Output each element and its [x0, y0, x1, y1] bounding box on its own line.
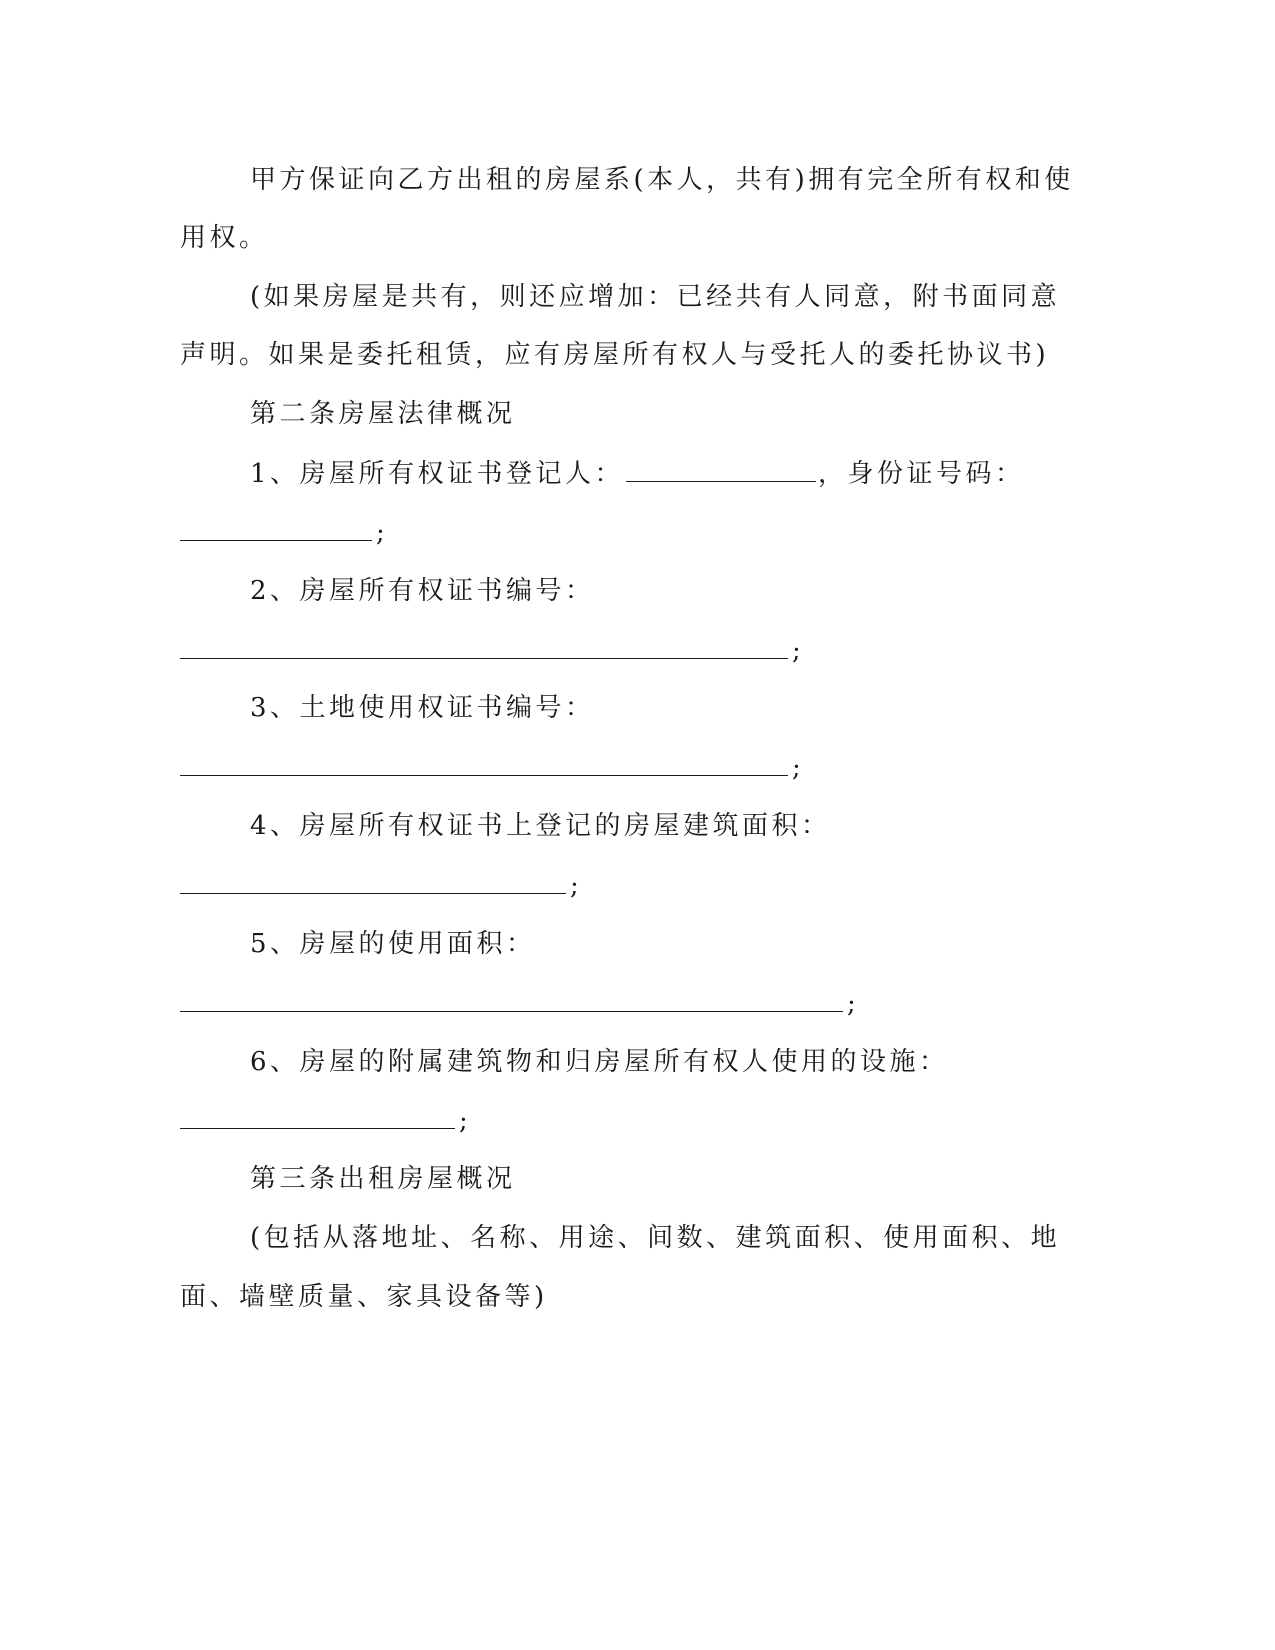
- item3-end: ;: [792, 753, 805, 783]
- item1-end: ;: [376, 518, 389, 548]
- building-area-blank[interactable]: [180, 869, 566, 894]
- item1-label: 1、房屋所有权证书登记人：: [250, 459, 625, 489]
- item2-label: 2、房屋所有权证书编号：: [250, 576, 595, 606]
- item1-middle: ，身份证号码：: [818, 459, 1025, 489]
- item1-line: [250, 457, 1025, 490]
- item3-line2: [180, 751, 804, 784]
- section2-heading: 第二条房屋法律概况: [250, 399, 516, 429]
- para1-line2: 用权。: [180, 223, 269, 253]
- item5-line2: [180, 987, 859, 1020]
- item6-end: ;: [459, 1106, 472, 1136]
- item5-end: ;: [847, 989, 860, 1019]
- item4-end: ;: [570, 871, 583, 901]
- item3-label: 3、土地使用权证书编号：: [250, 693, 595, 723]
- registrant-blank[interactable]: [626, 457, 816, 482]
- section3-note-line1: (包括从落地址、名称、用途、间数、建筑面积、使用面积、地: [250, 1223, 1061, 1253]
- item2-line2: [180, 634, 804, 667]
- item2-end: ;: [792, 636, 805, 666]
- item1-line2: [180, 516, 388, 549]
- item5-label: 5、房屋的使用面积：: [250, 929, 536, 959]
- land-cert-number-blank[interactable]: [180, 751, 788, 776]
- item6-line2: [180, 1104, 471, 1137]
- item4-label: 4、房屋所有权证书上登记的房屋建筑面积：: [250, 811, 831, 841]
- id-number-blank[interactable]: [180, 516, 372, 541]
- item6-label: 6、房屋的附属建筑物和归房屋所有权人使用的设施：: [250, 1047, 949, 1077]
- section3-note-line2: 面、墙壁质量、家具设备等): [180, 1282, 548, 1312]
- para1-line1: 甲方保证向乙方出租的房屋系(本人，共有)拥有完全所有权和使: [250, 165, 1074, 195]
- section3-heading: 第三条出租房屋概况: [250, 1164, 516, 1194]
- ownership-cert-number-blank[interactable]: [180, 634, 788, 659]
- para2-line2: 声明。如果是委托租赁，应有房屋所有权人与受托人的委托协议书): [180, 340, 1050, 370]
- facilities-blank[interactable]: [180, 1104, 455, 1129]
- usable-area-blank[interactable]: [180, 987, 843, 1012]
- item4-line2: [180, 869, 582, 902]
- para2-line1: (如果房屋是共有，则还应增加：已经共有人同意，附书面同意: [250, 282, 1061, 312]
